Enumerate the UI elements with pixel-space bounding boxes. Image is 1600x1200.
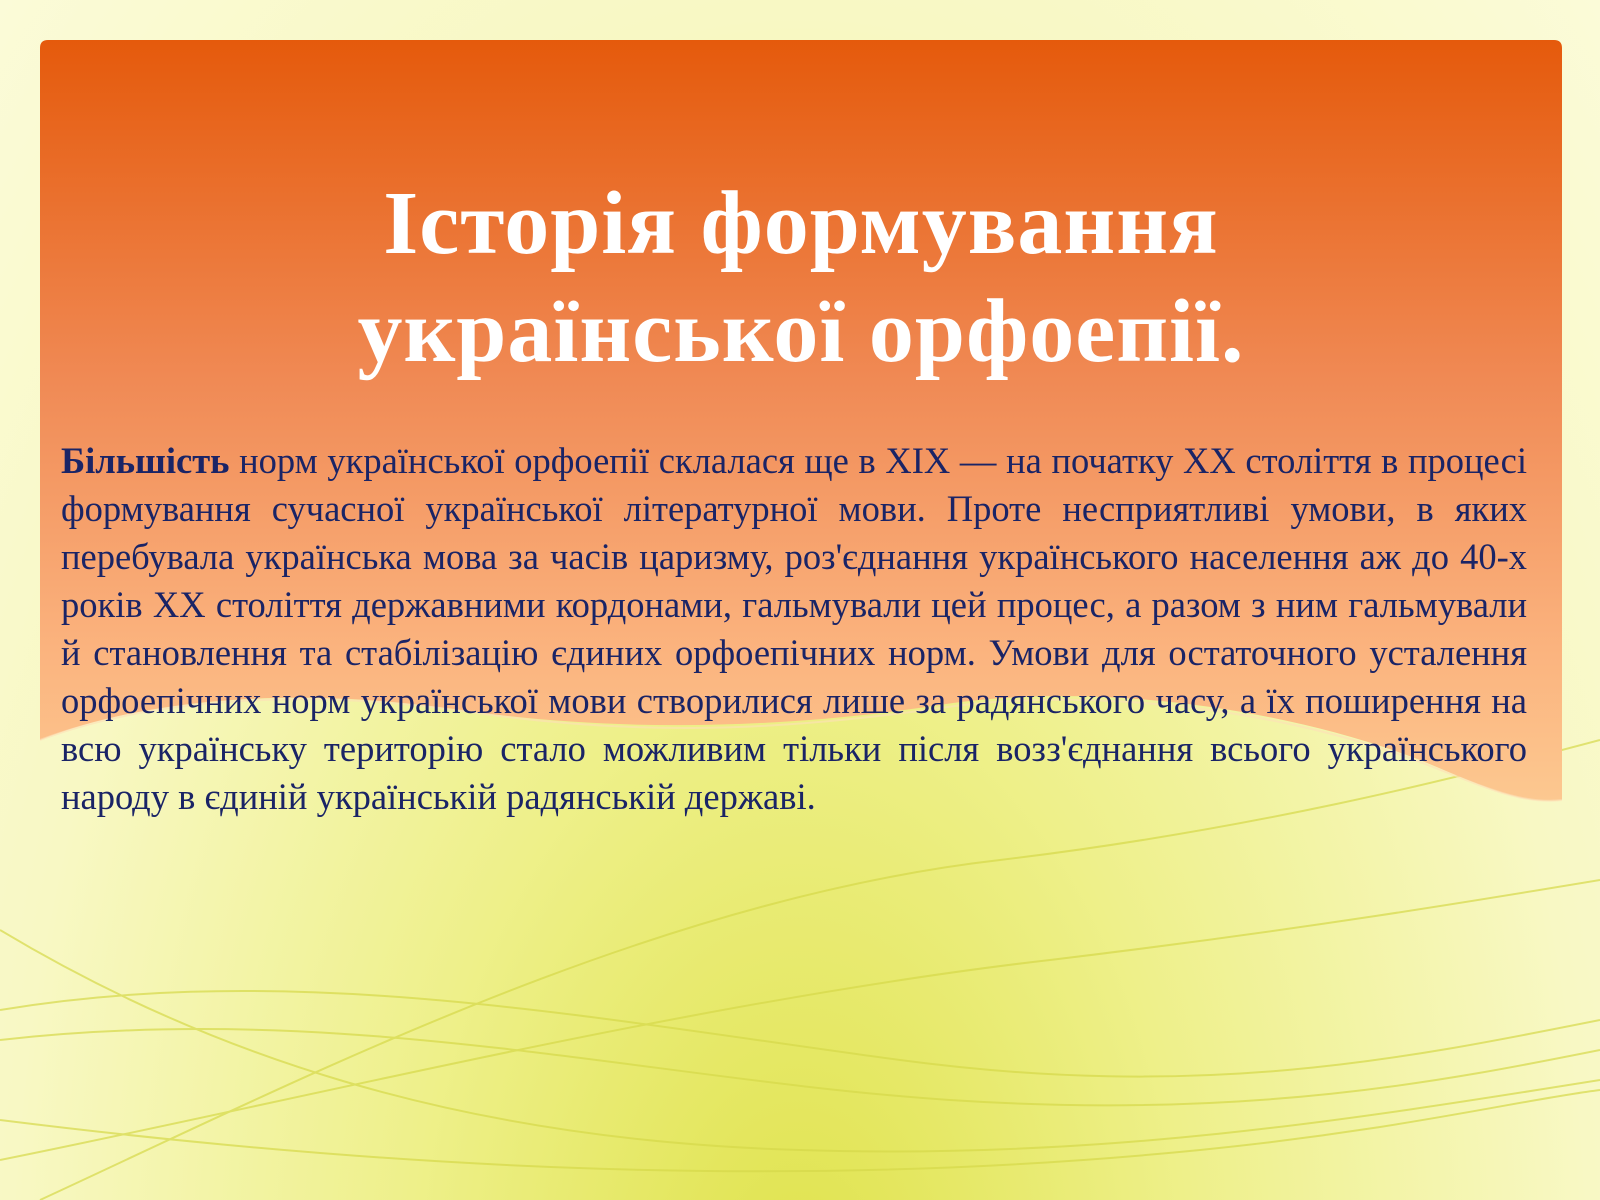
paragraph-lead-word: Більшість bbox=[61, 440, 230, 481]
title-line-1: Історія формування bbox=[383, 174, 1219, 273]
title-line-2: української орфоепії. bbox=[357, 282, 1245, 381]
body-paragraph bbox=[61, 437, 1527, 821]
slide-title bbox=[40, 170, 1562, 386]
paragraph-text: норм української орфоепії склалася ще в XIX — на початку XX століття в процесі формування сучасної української літературної мови. Проте несприятливі умови, в яких перебувала українська мова за часів царизму, роз'єднання українського населення аж до 40-х років XX століття державними кордонами, гальмували цей процес, а разом з ним гальмували й становлення та стабілізацію єдиних орфоепічних норм. Умови для остаточного усталення орфоепічних норм української мови створилися лише за радянського часу, а їх поширення на всю українську територію стало можливим тільки після возз'єднання всього українського народу в єдиній українській радянській державі. bbox=[61, 440, 1527, 817]
